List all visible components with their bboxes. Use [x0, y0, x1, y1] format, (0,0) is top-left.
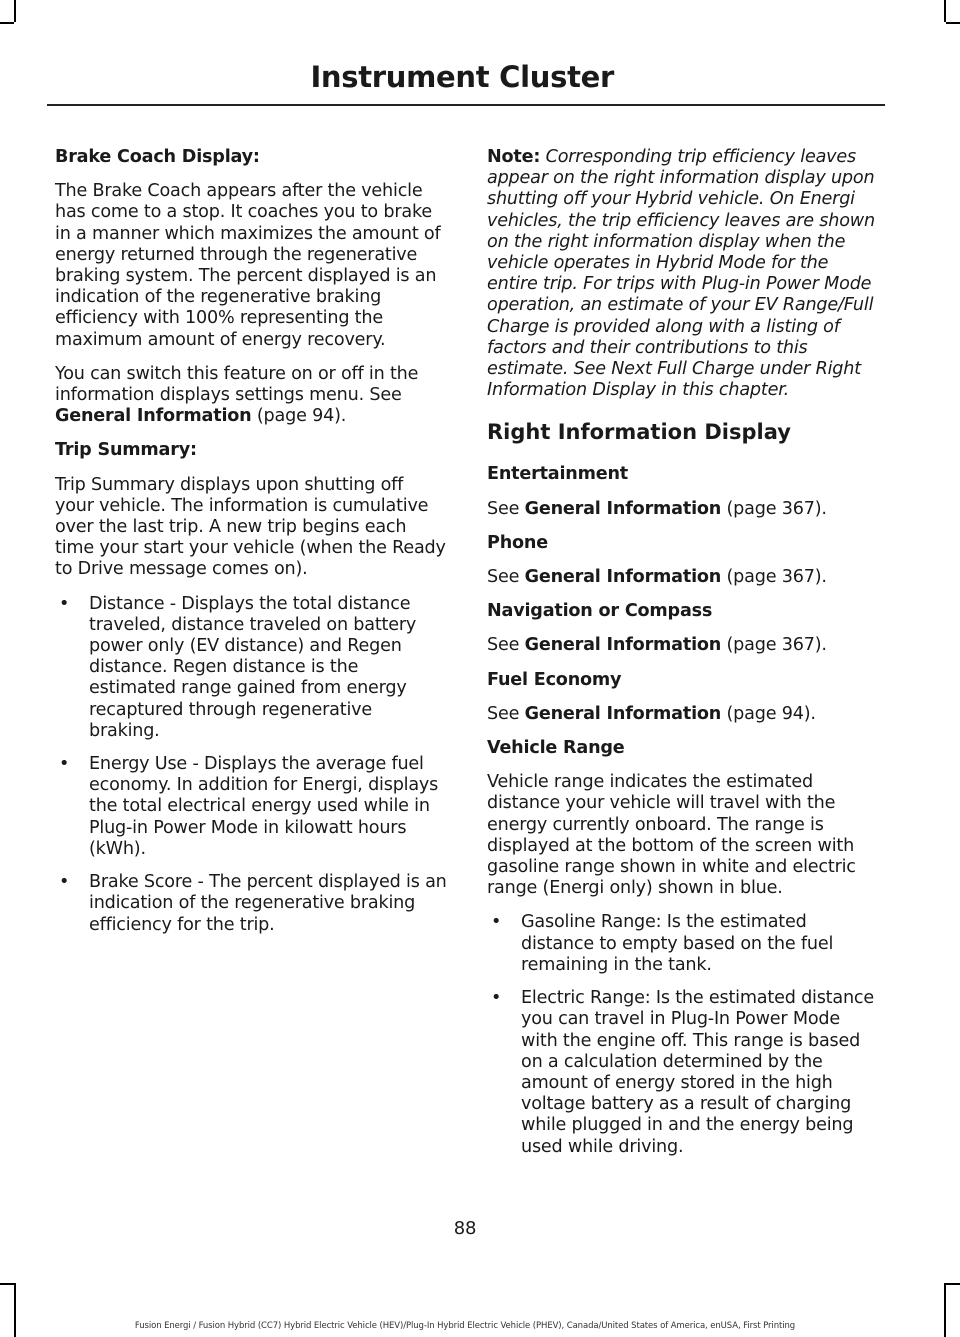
see-text: See — [487, 635, 520, 656]
settings-text: You can switch this feature on or off in the information displays settings menu. See — [55, 363, 419, 406]
list-item-text: Distance - Displays the total distance traveled, distance traveled on battery power only (EV distance) and Regen distance. Regen distance is the estimated range gained from energy recaptured through regenerative braking. — [89, 593, 417, 741]
vehicle-range-paragraph: Vehicle range indicates the estimated distance your vehicle will travel with the energy currently onboard. The range is displayed at the bottom of the screen with gasoline range shown in white and electric range (Energi only) shown in blue. — [487, 772, 856, 899]
general-information-link[interactable]: General Information — [524, 703, 722, 724]
page-title: Instrument Cluster — [310, 60, 614, 94]
crop-mark-bottom-right-vertical — [944, 1283, 946, 1337]
crop-mark-top-right-vertical — [944, 0, 946, 22]
list-item-brake-score — [55, 872, 447, 936]
see-text: See — [487, 567, 520, 588]
crop-mark-top-left-horizontal — [0, 22, 14, 24]
list-item-text: Brake Score - The percent displayed is an indication of the regenerative braking efficiency for the trip. — [89, 872, 447, 935]
phone-reference — [487, 567, 879, 588]
bullet-icon: • — [59, 754, 70, 775]
crop-mark-top-left-vertical — [14, 0, 16, 22]
crop-mark-bottom-right-horizontal — [946, 1283, 960, 1285]
footer-text: Fusion Energi / Fusion Hybrid (CC7) Hybrid Electric Vehicle (HEV)/Plug-In Hybrid Electric Vehicle (PHEV), Canada/United States of America, enUSA, First Printing — [134, 1321, 796, 1331]
list-item-energy-use — [55, 754, 447, 860]
page-number: 88 — [453, 1218, 477, 1239]
list-item-distance — [55, 594, 447, 742]
phone-heading: Phone — [487, 532, 548, 553]
bullet-icon: • — [491, 912, 502, 933]
vehicle-range-list — [487, 912, 879, 1157]
fuel-economy-reference — [487, 704, 879, 725]
crop-mark-bottom-left-horizontal — [0, 1283, 14, 1285]
see-text: See — [487, 703, 520, 724]
page-reference: (page 367). — [726, 567, 827, 588]
brake-coach-paragraph: The Brake Coach appears after the vehicle has come to a stop. It coaches you to brake in a manner which maximizes the amount of energy returned through the regenerative braking system. The percent displayed is an indication of the regenerative braking efficiency with 100% representing the maximum amount of energy recovery. — [55, 181, 441, 350]
trip-summary-paragraph: Trip Summary displays upon shutting off your vehicle. The information is cumulative over the last trip. A new trip begins each time your start your vehicle (when the Ready to Drive message comes on). — [55, 474, 446, 580]
note-text: Corresponding trip efficiency leaves appear on the right information display upon shutting off your Hybrid vehicle. On Energi vehicles, the trip efficiency leaves are shown on the right information display when the vehicle operates in Hybrid Mode for the entire trip. For trips with Plug-in Power Mode operation, an estimate of your EV Range/Full Charge is provided along with a listing of factors and their contributions to this estimate. See Next Full Charge under Right Information Display in this chapter. — [487, 147, 875, 401]
bullet-icon: • — [491, 988, 502, 1009]
entertainment-reference — [487, 499, 879, 520]
page-reference: (page 367). — [726, 498, 827, 519]
header-rule — [47, 104, 885, 106]
section-title: Right Information Display — [487, 420, 791, 445]
page-reference: (page 94). — [726, 703, 816, 724]
navigation-heading: Navigation or Compass — [487, 601, 713, 622]
list-item-text: Energy Use - Displays the average fuel economy. In addition for Energi, displays the total electrical energy used while in Plug-in Power Mode in kilowatt hours (kWh). — [89, 754, 439, 859]
bullet-icon: • — [59, 593, 70, 614]
page-reference: (page 94). — [256, 406, 347, 427]
crop-mark-top-right-horizontal — [946, 22, 960, 24]
general-information-link[interactable]: General Information — [524, 498, 722, 519]
navigation-reference — [487, 635, 879, 656]
right-column — [487, 147, 879, 1170]
page-reference: (page 367). — [726, 635, 827, 656]
vehicle-range-heading: Vehicle Range — [487, 738, 625, 759]
trip-summary-list — [55, 594, 447, 936]
settings-paragraph — [55, 364, 447, 428]
note-label: Note: — [487, 147, 541, 167]
bullet-icon: • — [59, 872, 70, 893]
list-item-gasoline-range — [487, 912, 879, 976]
entertainment-heading: Entertainment — [487, 464, 629, 485]
list-item-text: Electric Range: Is the estimated distance you can travel in Plug-In Power Mode with the engine off. This range is based on a calculation determined by the amount of energy stored in the high voltage battery as a result of charging while plugged in and the energy being used while driving. — [521, 988, 875, 1157]
list-item-electric-range — [487, 988, 879, 1158]
general-information-link[interactable]: General Information — [524, 567, 722, 588]
list-item-text: Gasoline Range: Is the estimated distance to empty based on the fuel remaining in the tank. — [521, 912, 834, 975]
see-text: See — [487, 498, 520, 519]
fuel-economy-heading: Fuel Economy — [487, 669, 622, 690]
general-information-link[interactable]: General Information — [524, 635, 722, 656]
note-paragraph — [487, 147, 879, 401]
general-information-link[interactable]: General Information — [55, 406, 252, 427]
brake-coach-heading: Brake Coach Display: — [55, 147, 260, 167]
left-column — [55, 147, 447, 948]
trip-summary-heading: Trip Summary: — [55, 440, 197, 461]
